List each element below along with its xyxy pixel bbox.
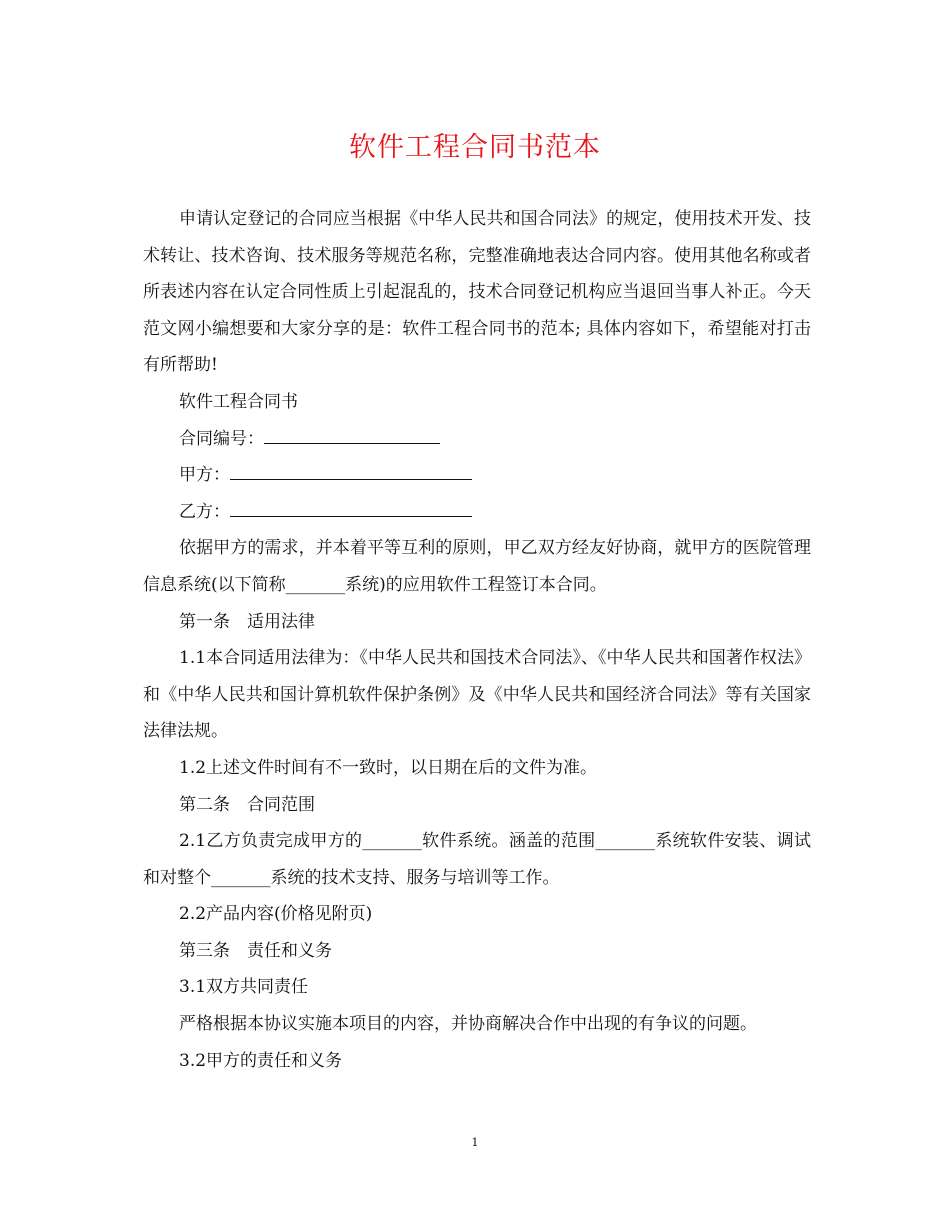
clause-2-2: 2.2产品内容(价格见附页) [179, 904, 373, 925]
party-b-blank [230, 499, 472, 517]
article-2-heading: 第二条 合同范围 [179, 794, 315, 815]
intro-paragraph: 申请认定登记的合同应当根据《中华人民共和国合同法》的规定，使用技术开发、技术转让、技术咨询、技术服务等规范名称，完整准确地表达合同内容。使用其他名称或者所表述内容在认定合同性质上引起混乱的，技术合同登记机构应当退回当事人补正。今天范文网小编想要和大家分享的是：软件工程合同书的范本; 具体内容如下，希望能对打击有所帮助! [143, 209, 811, 376]
basis-paragraph: 依据甲方的需求，并本着平等互利的原则，甲乙双方经友好协商，就甲方的医院管理信息系统(以下简称_______系统)的应用软件工程签订本合同。 [143, 538, 811, 595]
party-a-label: 甲方： [179, 465, 230, 486]
clause-2-1: 2.1乙方负责完成甲方的_______软件系统。涵盖的范围_______系统软件安装、调试和对整个_______系统的技术支持、服务与培训等工作。 [143, 831, 811, 888]
clause-3-1-text: 严格根据本协议实施本项目的内容，并协商解决合作中出现的有争议的问题。 [179, 1014, 757, 1035]
party-b-label: 乙方： [179, 501, 230, 522]
contract-number-blank [264, 426, 440, 444]
clause-1-2: 1.2上述文件时间有不一致时，以日期在后的文件为准。 [179, 757, 598, 778]
clause-1-1: 1.1本合同适用法律为：《中华人民共和国技术合同法》、《中华人民共和国著作权法》和《中华人民共和国计算机软件保护条例》及《中华人民共和国经济合同法》等有关国家法律法规。 [143, 648, 811, 742]
article-1-heading: 第一条 适用法律 [179, 611, 315, 632]
contract-heading: 软件工程合同书 [179, 391, 298, 412]
party-a-line [143, 457, 811, 494]
clause-3-1: 3.1双方共同责任 [179, 977, 309, 998]
clause-3-2: 3.2甲方的责任和义务 [179, 1050, 343, 1071]
contract-number-label: 合同编号： [179, 428, 264, 449]
contract-number-line [143, 421, 811, 458]
article-3-heading: 第三条 责任和义务 [179, 940, 332, 961]
party-a-blank [230, 462, 472, 480]
document-title: 软件工程合同书范本 [349, 132, 601, 163]
party-b-line [143, 494, 811, 531]
page-number: 1 [471, 1136, 479, 1149]
document-body [143, 201, 811, 1079]
